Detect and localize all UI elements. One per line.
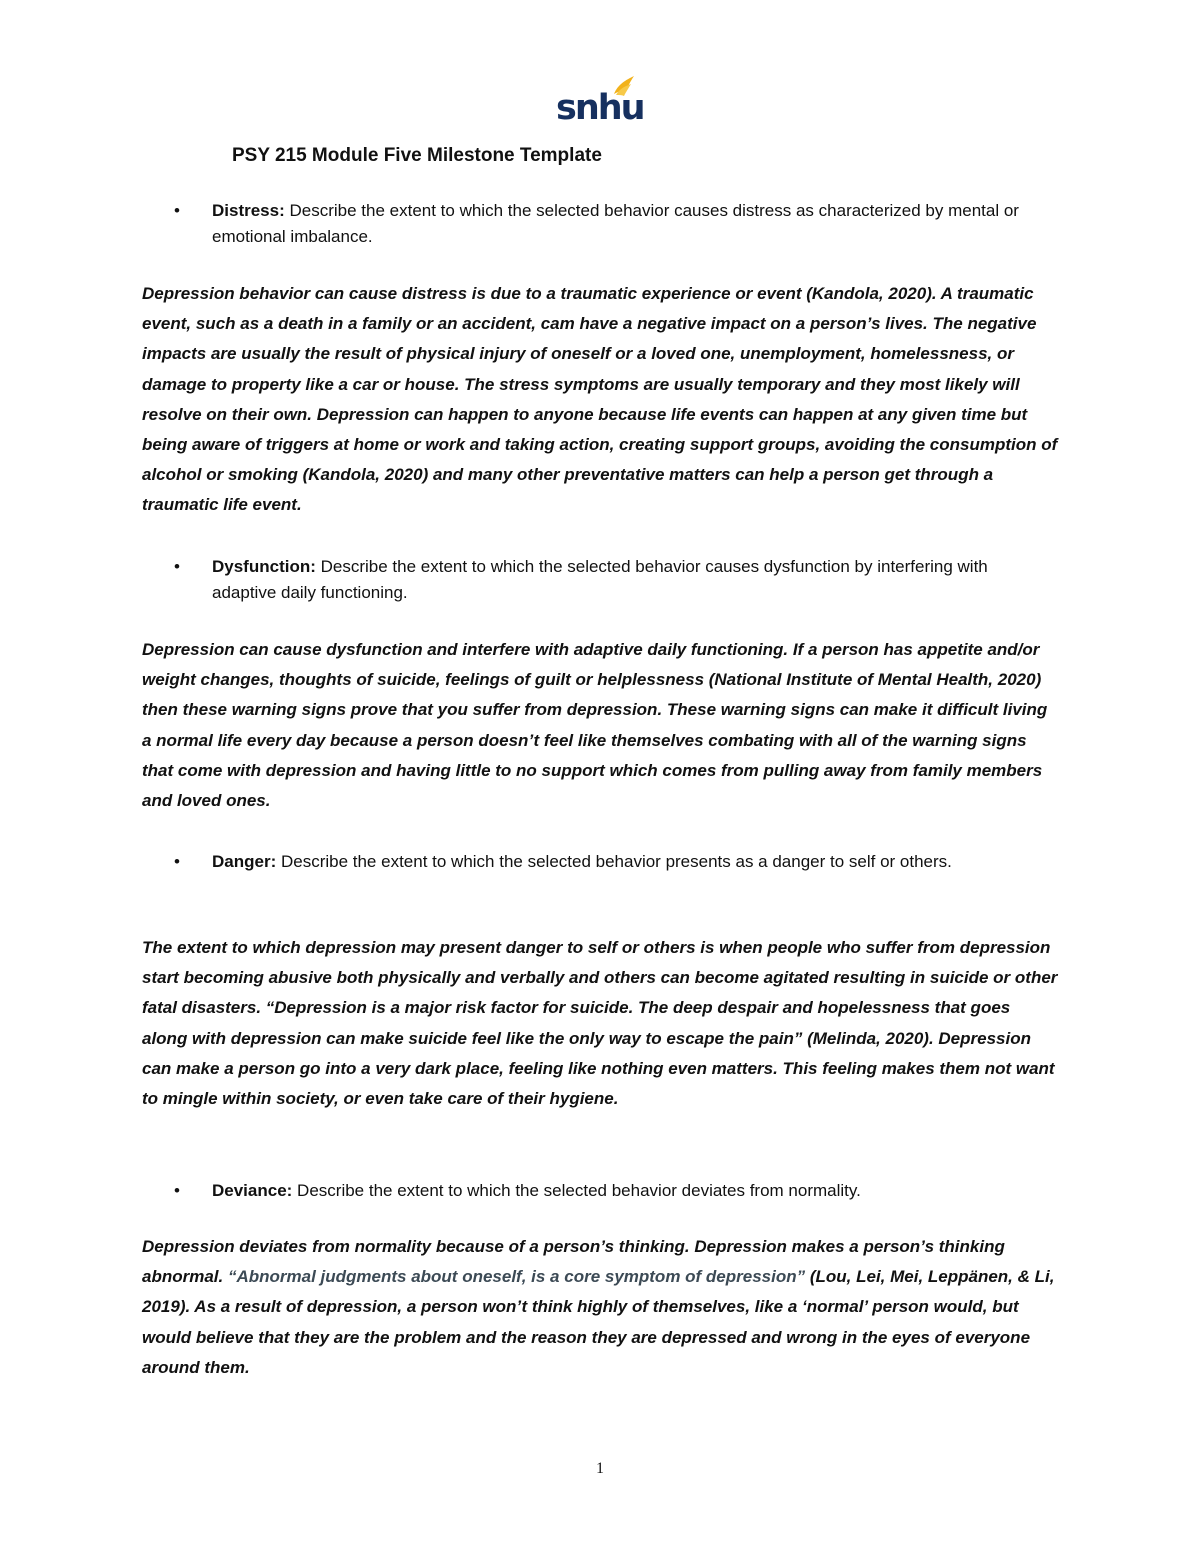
bullet-icon: •: [174, 557, 180, 576]
answer-quote: “Abnormal judgments about oneself, is a core symptom of depression”: [227, 1267, 806, 1287]
prompt-term: Danger:: [212, 852, 277, 871]
prompt-description: Describe the extent to which the selected behavior causes distress as characterized by mental or emotional imbalance.: [212, 201, 1019, 246]
prompt-description: Describe the extent to which the selected behavior causes dysfunction by interfering with adaptive daily functioning.: [212, 557, 988, 602]
prompt-term: Dysfunction:: [212, 557, 316, 576]
page-title: PSY 215 Module Five Milestone Template: [232, 145, 602, 166]
answer-text: (Lou, Lei, Mei, Leppänen, & Li, 2019). As a result of depression, a person won’t think highly of themselves, like a ‘normal’ person would, but would believe that they are the problem and the reason they are depressed and wrong in the eyes of everyone around them.: [142, 1267, 1055, 1377]
answer-deviance: [142, 1232, 1058, 1383]
prompt-text: [212, 849, 1054, 875]
answer-distress: Depression behavior can cause distress is due to a traumatic experience or event (Kandola, 2020). A traumatic event, such as a death in a family or an accident, cam have a negative impact on a person’s lives. The negative impacts are usually the result of physical injury of oneself or a loved one, unemployment, homelessness, or damage to property like a car or house. The stress symptoms are usually temporary and they most likely will resolve on their own. Depression can happen to anyone because life events can happen at any given time but being aware of triggers at home or work and taking action, creating support groups, avoiding the consumption of alcohol or smoking (Kandola, 2020) and many other preventative matters can help a person get through a traumatic life event.: [142, 284, 1058, 515]
bullet-icon: •: [174, 852, 180, 871]
prompt-term: Deviance:: [212, 1181, 293, 1200]
prompt-text: [212, 198, 1054, 250]
prompt-description: Describe the extent to which the selected behavior presents as a danger to self or others.: [276, 852, 952, 871]
prompt-term: Distress:: [212, 201, 285, 220]
bullet-icon: •: [174, 201, 180, 220]
answer-dysfunction: Depression can cause dysfunction and interfere with adaptive daily functioning. If a person has appetite and/or weight changes, thoughts of suicide, feelings of guilt or helplessness (National Institute of Mental Health, 2020) then these warning signs prove that you suffer from depression. These warning signs can make it difficult living a normal life every day because a person doesn’t feel like themselves combating with all of the warning signs that come with depression and having little to no support which comes from pulling away from family members and loved ones.: [142, 640, 1048, 811]
page-number: 1: [596, 1460, 604, 1477]
prompt-description: Describe the extent to which the selected behavior deviates from normality.: [292, 1181, 861, 1200]
prompt-text: [212, 554, 1054, 606]
logo-wordmark: snhu: [556, 88, 644, 128]
answer-danger: The extent to which depression may present danger to self or others is when people who suffer from depression start becoming abusive both physically and verbally and others can become agitated resulting in suicide or other fatal disasters. “Depression is a major risk factor for suicide. The deep despair and hopelessness that goes along with depression can make suicide feel like the only way to escape the pain” (Melinda, 2020). Depression can make a person go into a very dark place, feeling like nothing even matters. This feeling makes them not want to mingle within society, or even take care of their hygiene.: [142, 938, 1058, 1109]
answer-text: Depression deviates from normality because of a person’s thinking. Depression makes a person’s thinking abnormal.: [142, 1237, 1005, 1287]
snhu-logo: [556, 74, 644, 132]
prompt-text: [212, 1178, 1054, 1204]
bullet-icon: •: [174, 1181, 180, 1200]
